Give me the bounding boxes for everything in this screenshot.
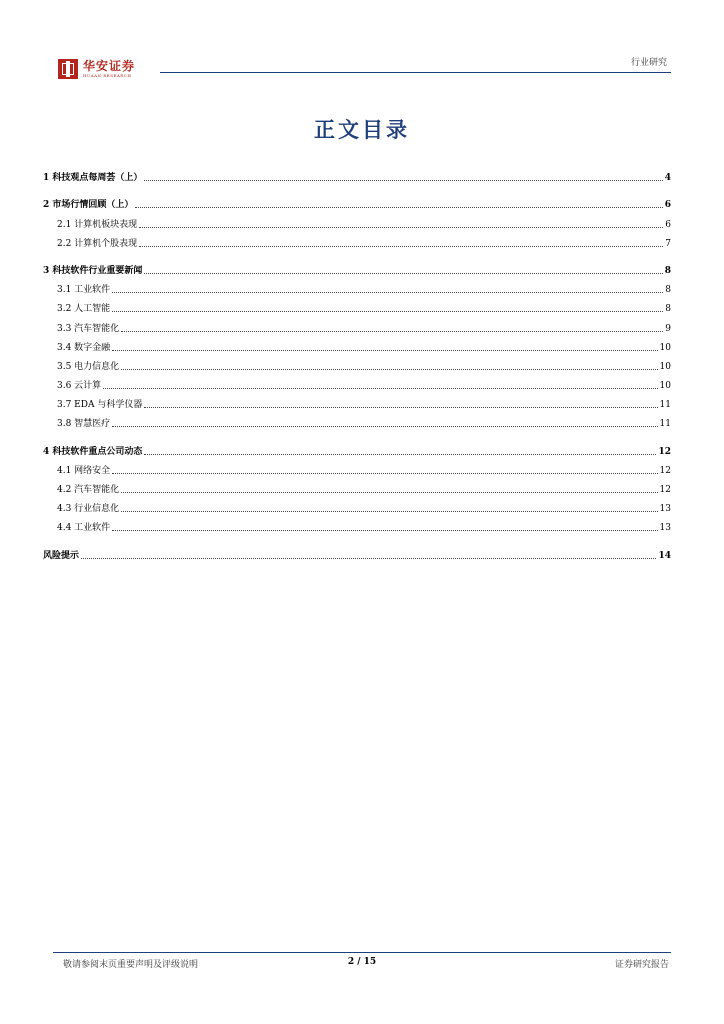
report-category: 行业研究 xyxy=(630,58,667,68)
toc-entry[interactable] xyxy=(43,277,671,296)
toc-dot-leader xyxy=(135,207,662,208)
toc-entry[interactable] xyxy=(43,192,671,211)
toc-entry-label: 3.8 智慧医疗 xyxy=(57,419,111,430)
toc-entry-page: 11 xyxy=(659,419,671,430)
toc-dot-leader xyxy=(112,530,657,531)
toc-entry-label: 4.1 网络安全 xyxy=(57,465,111,476)
toc-dot-leader xyxy=(144,273,662,274)
toc-entry[interactable] xyxy=(43,231,671,250)
toc-entry[interactable] xyxy=(43,211,671,230)
logo-en-text: HUAAN RESEARCH xyxy=(83,73,132,78)
toc-entry-label: 2 市场行情回顾（上） xyxy=(43,200,134,211)
toc-dot-leader xyxy=(112,311,663,312)
toc-entry-page: 10 xyxy=(659,361,671,372)
toc-entry-page: 8 xyxy=(665,304,671,315)
toc-dot-leader xyxy=(144,180,662,181)
toc-entry-page: 11 xyxy=(659,400,671,411)
toc-entry[interactable] xyxy=(43,411,671,430)
page-title: 正文目录 xyxy=(314,117,410,142)
toc-dot-leader xyxy=(144,454,656,455)
toc-entry[interactable] xyxy=(43,335,671,354)
toc-entry-label: 3.7 EDA 与科学仪器 xyxy=(57,400,143,411)
footer-disclaimer: 敬请参阅末页重要声明及评级说明 xyxy=(63,960,199,970)
toc-entry-page: 9 xyxy=(665,323,671,334)
toc-entry[interactable] xyxy=(43,496,671,515)
toc-dot-leader xyxy=(139,227,663,228)
toc-entry-label: 3.1 工业软件 xyxy=(57,285,111,296)
toc-dot-leader xyxy=(103,388,657,389)
toc-entry[interactable] xyxy=(43,373,671,392)
toc-dot-leader xyxy=(139,246,663,247)
toc-entry-label: 4 科技软件重点公司动态 xyxy=(43,446,143,457)
toc-entry-page: 10 xyxy=(659,381,671,392)
toc-entry-label: 4.2 汽车智能化 xyxy=(57,485,120,495)
page-number: 2 / 15 xyxy=(347,957,377,967)
toc-entry[interactable] xyxy=(43,354,671,373)
toc-entry-label: 风险提示 xyxy=(43,550,80,561)
toc-dot-leader xyxy=(121,492,657,493)
toc-entry[interactable] xyxy=(43,438,671,457)
toc-entry[interactable] xyxy=(43,515,671,534)
toc-entry[interactable] xyxy=(43,315,671,334)
toc-entry[interactable] xyxy=(43,296,671,315)
toc-entry[interactable] xyxy=(43,542,671,561)
toc-dot-leader xyxy=(112,473,657,474)
toc-dot-leader xyxy=(112,350,657,351)
toc-entry[interactable] xyxy=(43,392,671,411)
toc-entry[interactable] xyxy=(43,477,671,496)
toc-entry-label: 3.3 汽车智能化 xyxy=(57,323,120,334)
toc-entry-page: 10 xyxy=(659,342,671,353)
toc-dot-leader xyxy=(81,558,656,559)
toc-entry-page: 8 xyxy=(665,285,671,296)
toc-dot-leader xyxy=(121,331,663,332)
toc-entry-label: 3.2 人工智能 xyxy=(57,304,111,315)
footer-report-type: 证券研究报告 xyxy=(614,960,669,970)
toc-entry-page: 13 xyxy=(659,523,671,534)
toc-entry-page: 8 xyxy=(664,265,671,276)
toc-entry-label: 3 科技软件行业重要新闻 xyxy=(43,265,143,276)
toc-dot-leader xyxy=(121,511,657,512)
toc-entry-label: 4.4 工业软件 xyxy=(57,523,111,534)
logo-seal-icon xyxy=(58,59,78,79)
toc-entry[interactable] xyxy=(43,458,671,477)
page-header xyxy=(0,0,724,90)
toc-entry-page: 12 xyxy=(658,446,671,457)
toc-entry-page: 12 xyxy=(659,485,671,495)
company-logo xyxy=(58,59,135,79)
toc-dot-leader xyxy=(112,292,663,293)
header-divider xyxy=(160,72,671,73)
toc-entry-page: 7 xyxy=(665,238,671,249)
toc-entry-label: 3.6 云计算 xyxy=(57,381,102,392)
toc-entry-label: 4.3 行业信息化 xyxy=(57,504,120,515)
toc-entry-label: 2.1 计算机板块表现 xyxy=(57,219,138,230)
logo-cn-text: 华安证券 xyxy=(83,59,136,73)
toc-dot-leader xyxy=(144,407,657,408)
toc-entry-page: 13 xyxy=(659,504,671,515)
toc-entry[interactable] xyxy=(43,165,671,184)
toc-entry-label: 3.4 数字金融 xyxy=(57,342,111,353)
toc-entry-page: 4 xyxy=(664,173,671,184)
toc-dot-leader xyxy=(121,369,657,370)
table-of-contents xyxy=(43,165,671,562)
footer-divider xyxy=(53,952,671,953)
toc-entry[interactable] xyxy=(43,258,671,277)
toc-entry-label: 2.2 计算机个股表现 xyxy=(57,238,138,249)
toc-entry-page: 6 xyxy=(664,200,671,211)
toc-entry-page: 14 xyxy=(658,550,671,561)
toc-dot-leader xyxy=(112,426,657,427)
toc-entry-label: 3.5 电力信息化 xyxy=(57,361,120,372)
toc-entry-page: 12 xyxy=(659,465,671,476)
toc-entry-page: 6 xyxy=(665,219,671,230)
toc-entry-label: 1 科技观点每周荟（上） xyxy=(43,173,143,184)
